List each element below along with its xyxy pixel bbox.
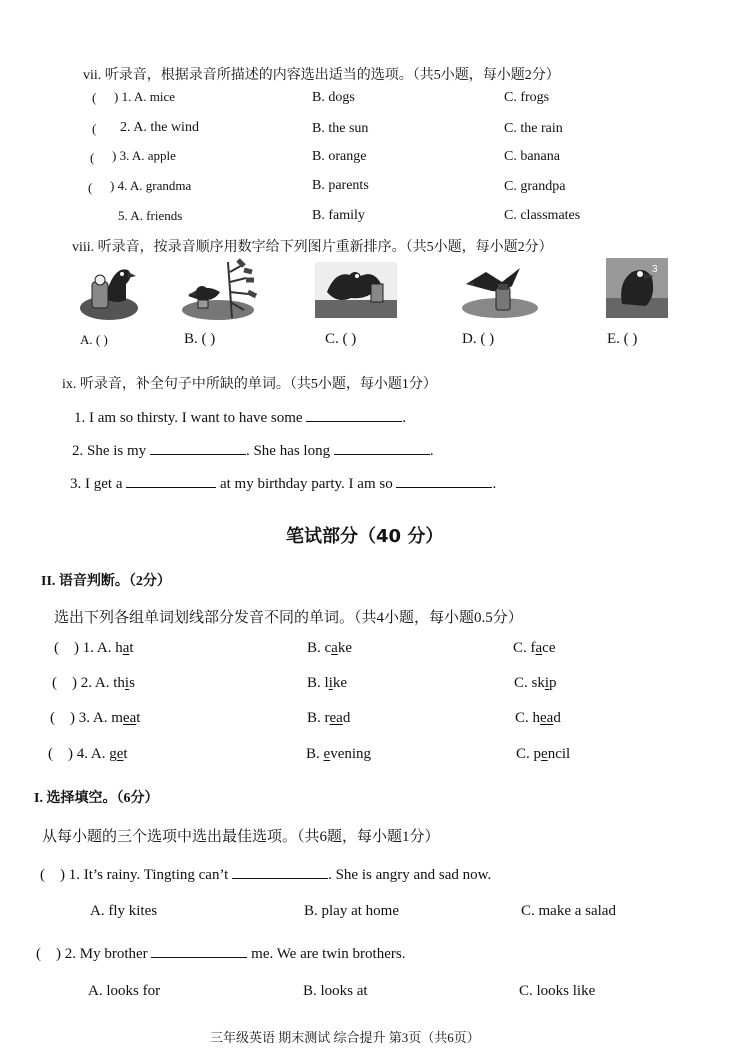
page-footer: 三年级英语 期末测试 综合提升 第3页（共6页） bbox=[210, 1030, 480, 1045]
question-option-b: B. the sun bbox=[312, 121, 369, 136]
word-part: B. bbox=[306, 746, 324, 762]
word-part: C. f bbox=[513, 640, 536, 656]
choice-question-1 bbox=[40, 864, 491, 884]
word-part: th bbox=[113, 675, 125, 691]
underlined-letters: i bbox=[544, 675, 550, 691]
word-part: g bbox=[109, 746, 117, 762]
part-1-title: I. 选择填空。（6分） bbox=[34, 791, 159, 806]
part-1-instruction: 从每小题的三个选项中选出最佳选项。（共6题，每小题1分） bbox=[42, 829, 440, 845]
sentence-text: 2. She is my bbox=[72, 443, 147, 459]
question-option-a: 5. A. friends bbox=[118, 208, 183, 223]
word-part: B. l bbox=[307, 675, 329, 691]
crow-with-pitcher-icon bbox=[78, 258, 140, 322]
phonics-row-2 bbox=[52, 675, 135, 692]
answer-paren: ( bbox=[88, 180, 93, 195]
question-option-c: C. classmates bbox=[504, 208, 581, 223]
question-text: ) 1. It’s rainy. Tingting can’t bbox=[60, 867, 229, 883]
choice-q2-option-a: A. looks for bbox=[88, 983, 161, 999]
phonics-option-c bbox=[513, 640, 556, 657]
fill-sentence-3 bbox=[70, 473, 496, 493]
sentence-end: . bbox=[429, 443, 434, 459]
question-option-b: B. orange bbox=[312, 149, 367, 164]
choice-q2-option-c: C. looks like bbox=[519, 983, 596, 999]
question-option-c: C. the rain bbox=[504, 121, 563, 136]
phonics-option-c bbox=[516, 746, 570, 763]
phonics-row-1 bbox=[54, 640, 134, 657]
underlined-letters: a bbox=[331, 640, 338, 656]
word-part: ncil bbox=[547, 746, 571, 762]
fill-sentence-1 bbox=[74, 407, 406, 427]
sentence-text: 1. I am so thirsty. I want to have some bbox=[74, 410, 303, 426]
crow-flying-icon bbox=[458, 262, 542, 320]
choice-question-2 bbox=[36, 943, 405, 963]
underlined-letters: e bbox=[323, 746, 331, 762]
sentence-end: . bbox=[492, 476, 497, 492]
answer-blank[interactable] bbox=[151, 943, 247, 958]
word-part: h bbox=[115, 640, 123, 656]
question-option-a: ) 3. A. apple bbox=[112, 148, 176, 163]
answer-paren: ( bbox=[92, 121, 97, 136]
underlined-letters: e bbox=[541, 746, 548, 762]
underlined-letters: i bbox=[124, 675, 130, 691]
picture-label-d: D. ( ) bbox=[462, 331, 495, 347]
answer-paren: ( bbox=[54, 640, 59, 656]
phonics-row-3 bbox=[50, 710, 140, 727]
question-number: ) 4. A. bbox=[68, 746, 110, 762]
word-part: m bbox=[111, 710, 123, 726]
question-number: ) 1. A. bbox=[74, 640, 116, 656]
word-part: C. h bbox=[515, 710, 541, 726]
underlined-letters: ea bbox=[540, 710, 554, 726]
answer-paren: ( bbox=[50, 710, 55, 726]
phonics-option-c bbox=[514, 675, 557, 692]
answer-paren: ( bbox=[48, 746, 53, 762]
phonics-option-c bbox=[515, 710, 561, 727]
underlined-letters: ea bbox=[122, 710, 137, 726]
choice-q1-option-c: C. make a salad bbox=[521, 903, 616, 919]
picture-label-e: E. ( ) bbox=[607, 331, 638, 347]
question-text: . She is angry and sad now. bbox=[328, 867, 492, 883]
section-7-title: vii. 听录音，根据录音所描述的内容选出适当的选项。（共5小题，每小题2分） bbox=[83, 68, 560, 83]
sentence-end: . bbox=[402, 410, 407, 426]
svg-text:3: 3 bbox=[652, 264, 658, 275]
word-part: ke bbox=[332, 675, 348, 691]
choice-q1-option-a: A. fly kites bbox=[90, 903, 158, 919]
part-2-instruction: 选出下列各组单词划线部分发音不同的单词。（共4小题，每小题0.5分） bbox=[54, 610, 523, 626]
question-option-b: B. parents bbox=[312, 178, 369, 193]
crow-thinking-icon bbox=[606, 258, 668, 318]
choice-q1-option-b: B. play at home bbox=[304, 903, 399, 919]
answer-blank[interactable] bbox=[150, 440, 246, 455]
word-part: d bbox=[553, 710, 561, 726]
question-text: ) 2. My brother bbox=[56, 946, 148, 962]
choice-q2-option-b: B. looks at bbox=[303, 983, 368, 999]
sentence-text: at my birthday party. I am so bbox=[219, 476, 393, 492]
sentence-text: 3. I get a bbox=[70, 476, 123, 492]
word-part: t bbox=[136, 710, 141, 726]
word-part: B. c bbox=[307, 640, 332, 656]
answer-paren: ( bbox=[52, 675, 57, 691]
written-part-heading: 笔试部分（40 分） bbox=[286, 526, 444, 547]
word-part: B. r bbox=[307, 710, 330, 726]
word-part: ke bbox=[337, 640, 353, 656]
question-option-c: C. banana bbox=[504, 149, 560, 164]
word-part: d bbox=[342, 710, 351, 726]
part-2-title: II. 语音判断。（2分） bbox=[41, 574, 171, 589]
phonics-row-4 bbox=[48, 746, 128, 763]
answer-paren: ( bbox=[90, 150, 95, 165]
section-9-title: ix. 听录音，补全句子中所缺的单词。（共5小题，每小题1分） bbox=[62, 377, 437, 392]
picture-label-b: B. ( ) bbox=[184, 331, 216, 347]
question-option-a: ) 4. A. grandma bbox=[110, 178, 192, 193]
word-part: ce bbox=[542, 640, 556, 656]
fill-sentence-2 bbox=[72, 440, 434, 460]
question-text: me. We are twin brothers. bbox=[251, 946, 406, 962]
answer-blank[interactable] bbox=[334, 440, 430, 455]
question-option-a: 2. A. the wind bbox=[120, 120, 199, 135]
phonics-option-b bbox=[307, 640, 352, 657]
underlined-letters: ea bbox=[329, 710, 343, 726]
question-option-b: B. family bbox=[312, 208, 365, 223]
crow-in-tree-icon bbox=[178, 258, 258, 322]
word-part: C. p bbox=[516, 746, 542, 762]
question-number: ) 3. A. bbox=[70, 710, 112, 726]
word-part: t bbox=[129, 640, 134, 656]
picture-label-a: A. ( ) bbox=[80, 332, 108, 347]
underlined-letters: i bbox=[328, 675, 333, 691]
answer-blank[interactable] bbox=[396, 473, 492, 488]
sentence-text: . She has long bbox=[245, 443, 331, 459]
answer-paren: ( bbox=[36, 946, 41, 962]
underlined-letters: e bbox=[116, 746, 124, 762]
crow-on-jar-icon bbox=[315, 262, 397, 318]
phonics-option-b bbox=[306, 746, 371, 763]
word-part: C. sk bbox=[514, 675, 545, 691]
answer-blank[interactable] bbox=[306, 407, 402, 422]
answer-paren: ( bbox=[40, 867, 45, 883]
section-8-title: viii. 听录音，按录音顺序用数字给下列图片重新排序。（共5小题，每小题2分） bbox=[72, 240, 553, 255]
question-number: ) 2. A. bbox=[72, 675, 114, 691]
picture-label-c: C. ( ) bbox=[325, 331, 357, 347]
underlined-letters: a bbox=[122, 640, 130, 656]
word-part: s bbox=[129, 675, 135, 691]
question-option-a: ) 1. A. mice bbox=[114, 89, 176, 104]
word-part: t bbox=[123, 746, 128, 762]
word-part: p bbox=[549, 675, 557, 691]
answer-blank[interactable] bbox=[232, 864, 328, 879]
question-option-c: C. frogs bbox=[504, 90, 550, 105]
phonics-option-b bbox=[307, 710, 350, 727]
question-option-b: B. dogs bbox=[312, 90, 355, 105]
answer-paren: ( bbox=[92, 90, 97, 105]
underlined-letters: a bbox=[535, 640, 543, 656]
question-option-c: C. grandpa bbox=[504, 179, 566, 194]
word-part: vening bbox=[330, 746, 372, 762]
phonics-option-b bbox=[307, 675, 347, 692]
answer-blank[interactable] bbox=[126, 473, 216, 488]
